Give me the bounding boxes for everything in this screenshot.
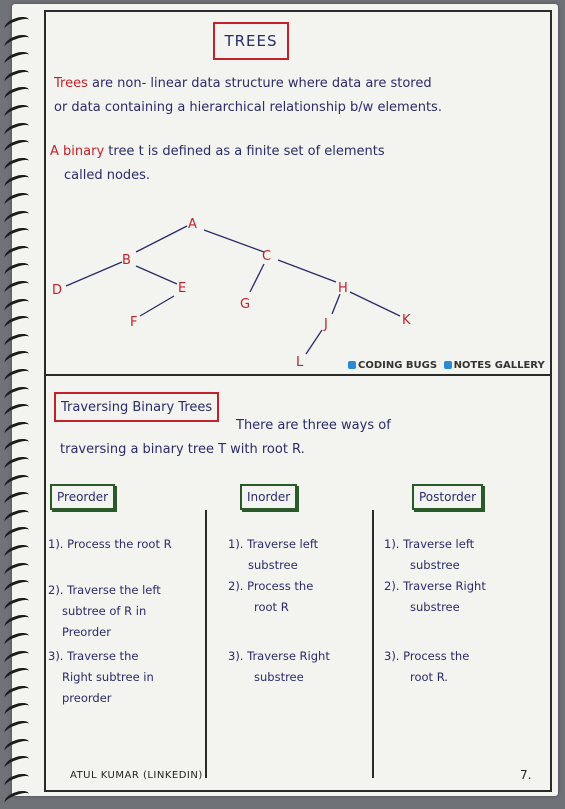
column-divider <box>372 510 374 778</box>
author-footer: ATUL KUMAR (LINKEDIN) <box>70 770 203 781</box>
tree-node: G <box>240 297 251 312</box>
spiral-ring <box>3 454 32 475</box>
trees-term: Trees <box>54 76 88 91</box>
tree-node: E <box>178 281 187 296</box>
page-title: TREES <box>213 22 289 60</box>
inorder-step-1: 1). Traverse left substree <box>228 537 319 572</box>
preorder-step-3: 3). Traverse the Right subtree in preorder <box>48 649 154 705</box>
binary-line-1: tree t is defined as a finite set of elements <box>108 144 385 159</box>
edge-e-f <box>140 296 174 316</box>
postorder-step-3: 3). Process the root R. <box>384 649 470 684</box>
edge-b-d <box>66 262 122 286</box>
edge-c-g <box>250 264 264 292</box>
spiral-ring <box>3 366 32 387</box>
spiral-binding <box>0 0 40 800</box>
edge-h-k <box>350 292 400 316</box>
binary-line-2: called nodes. <box>64 168 151 183</box>
preorder-step-1: 1). Process the root R <box>48 537 172 551</box>
definition-line-1: Trees are non- linear data structure where data are stored <box>54 76 432 91</box>
spiral-ring <box>3 630 32 651</box>
preorder-step-2: 2). Traverse the left subtree of R in Preorder <box>48 583 161 639</box>
inorder-step-3: 3). Traverse Right substree <box>228 649 330 684</box>
spiral-ring <box>3 190 32 211</box>
definition-line-2: or data containing a hierarchical relationship b/w elements. <box>54 100 442 115</box>
spiral-ring <box>3 278 32 299</box>
edge-b-e <box>136 266 177 284</box>
postorder-heading: Postorder <box>412 484 483 510</box>
spiral-ring <box>3 14 32 35</box>
tree-node: C <box>262 249 272 264</box>
traversing-line-1: There are three ways of <box>236 418 391 433</box>
edge-a-b <box>136 226 187 252</box>
edge-h-j <box>332 294 340 314</box>
inorder-heading: Inorder <box>240 484 297 510</box>
column-divider <box>205 510 207 778</box>
edge-c-h <box>278 260 336 282</box>
tree-node: J <box>324 317 328 332</box>
watermark-icon <box>348 361 356 369</box>
inorder-step-2: 2). Process the root R <box>228 579 314 614</box>
trees-definition <box>54 72 442 120</box>
spiral-ring <box>3 718 32 739</box>
tree-node: B <box>122 253 131 268</box>
tree-node: F <box>130 315 138 330</box>
spiral-ring <box>3 542 32 563</box>
binary-term: A binary <box>50 144 105 159</box>
binary-tree-diagram <box>44 200 550 375</box>
tree-node: K <box>402 313 411 328</box>
postorder-step-2: 2). Traverse Right substree <box>384 579 486 614</box>
traversing-line-2: traversing a binary tree T with root R. <box>60 442 305 457</box>
watermark-right: NOTES GALLERY <box>453 360 545 371</box>
binary-tree-definition <box>50 140 385 188</box>
page-number: 7. <box>520 768 532 782</box>
tree-node: D <box>52 283 63 298</box>
watermark-icon <box>444 361 452 369</box>
postorder-step-1: 1). Traverse left substree <box>384 537 475 572</box>
spiral-ring <box>3 102 32 123</box>
watermark-left: CODING BUGS <box>358 360 438 371</box>
edge-a-c <box>204 230 264 252</box>
tree-node: A <box>188 217 197 232</box>
watermark <box>348 360 545 371</box>
edge-j-l <box>306 330 322 354</box>
preorder-heading: Preorder <box>50 484 115 510</box>
tree-node: H <box>338 281 348 296</box>
tree-node: L <box>296 355 304 370</box>
traversing-heading: Traversing Binary Trees <box>54 392 219 422</box>
